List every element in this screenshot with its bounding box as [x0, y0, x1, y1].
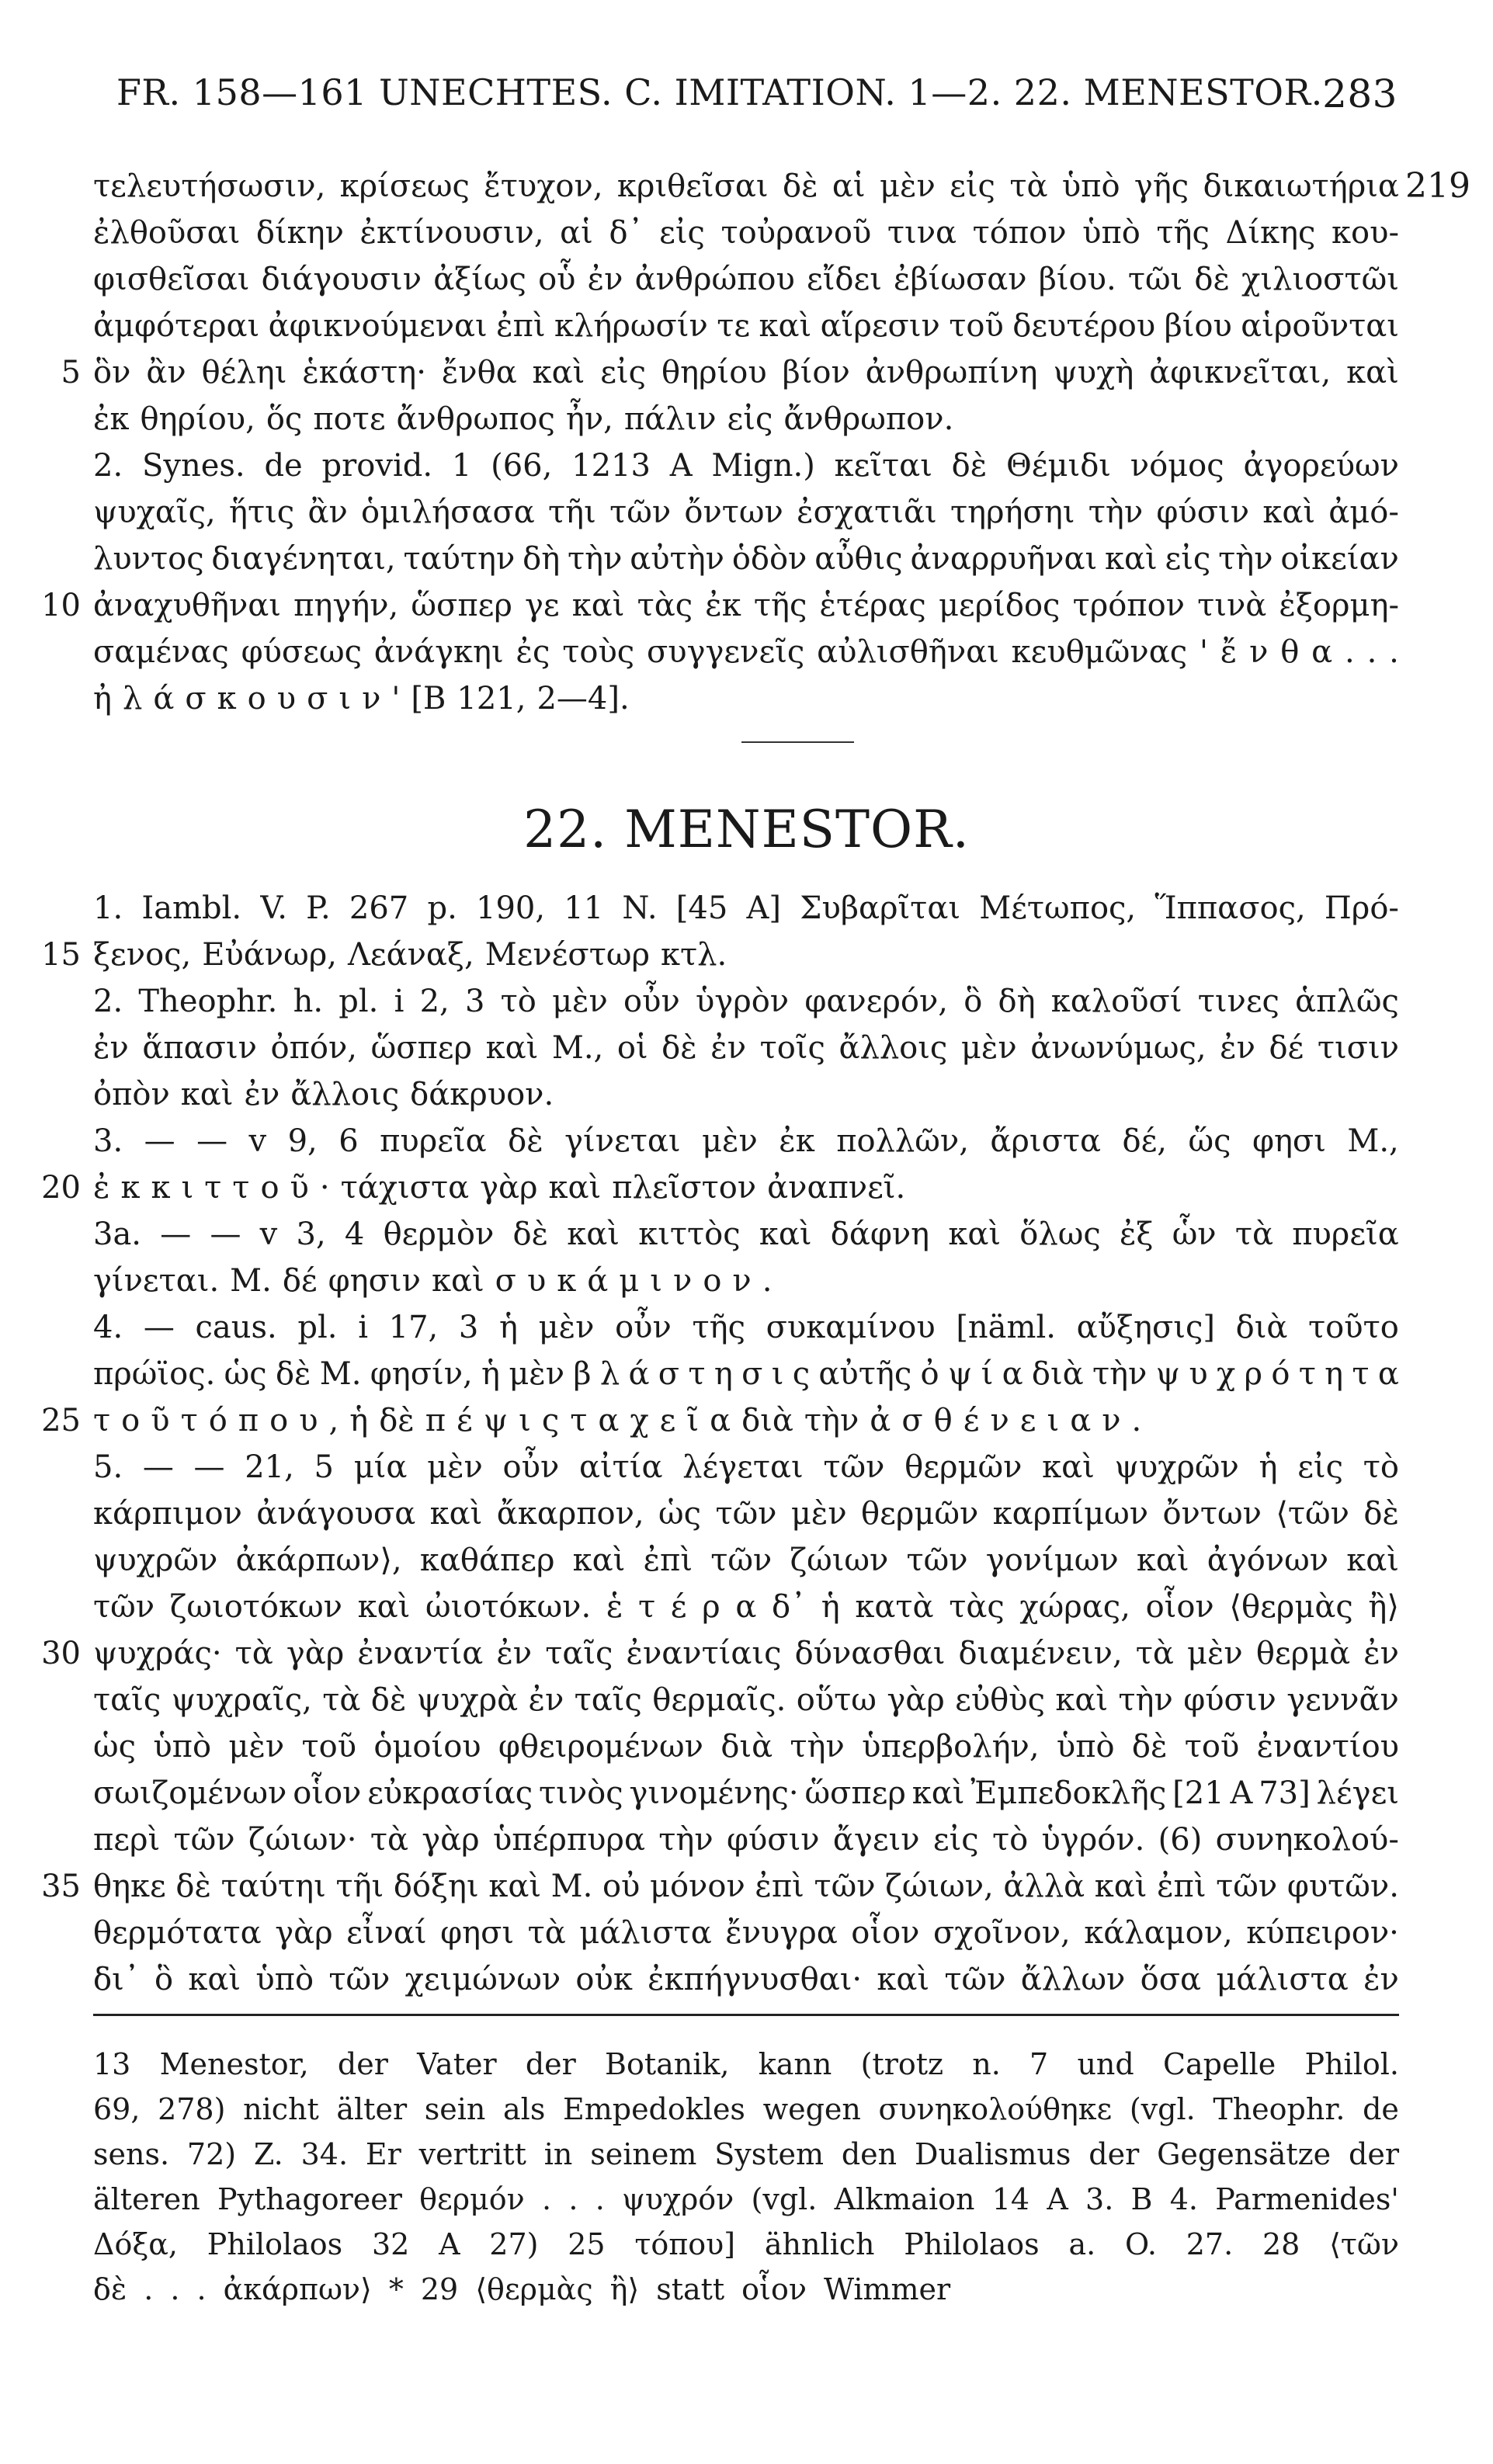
footnote-line: 69, 278) nicht älter sein als Empedokles wegen συνηκολούθηκε (vgl. Theophr. de [93, 2092, 1399, 2126]
text-line: σωιζομένων οἷον εὐκρασίας τινὸς γινομένης· ὥσπερ καὶ Ἐμπεδοκλῆς [21 A 73] λέγει [93, 1775, 1399, 1811]
section-separator [741, 741, 854, 743]
text-line: 3a. — — v 3, 4 θερμὸν δὲ καὶ κιττὸς καὶ δάφνη καὶ ὅλως ἐξ ὧν τὰ πυρεῖα [93, 1216, 1399, 1252]
text-line: τελευτήσωσιν, κρίσεως ἔτυχον, κριθεῖσαι δὲ αἱ μὲν εἰς τὰ ὑπὸ γῆς δικαιωτήρια [93, 168, 1399, 204]
text-line: ἐκ θηρίου, ὅς ποτε ἄνθρωπος ἦν, πάλιν εἰς ἄνθρωπον. [93, 401, 954, 437]
line-number: 30 [41, 1636, 81, 1671]
text-line: δι᾽ ὃ καὶ ὑπὸ τῶν χειμώνων οὐκ ἐκπήγνυσθαι· καὶ τῶν ἄλλων ὅσα μάλιστα ἐν [93, 1962, 1399, 1997]
text-line: 2. Synes. de provid. 1 (66, 1213 A Mign.) κεῖται δὲ Θέμιδι νόμος ἀγορεύων [93, 448, 1399, 484]
text-line: λυντος διαγένηται, ταύτην δὴ τὴν αὐτὴν ὁδὸν αὖθις ἀναρρυῆναι καὶ εἰς τὴν οἰκείαν [93, 541, 1399, 577]
line-number: 10 [41, 588, 81, 623]
page-number: 283 [1322, 71, 1398, 116]
line-number: 5 [61, 355, 81, 390]
text-line: τ ο ῦ τ ό π ο υ , ἡ δὲ π έ ψ ι ς τ α χ ε ῖ α διὰ τὴν ἀ σ θ έ ν ε ι α ν . [93, 1403, 1142, 1438]
footnote-line: älteren Pythagoreer θερμόν . . . ψυχρόν (vgl. Alkmaion 14 A 3. B 4. Parmenides' [93, 2182, 1399, 2216]
text-line: τῶν ζωιοτόκων καὶ ὠιοτόκων. ἑ τ έ ρ α δ᾽ ἡ κατὰ τὰς χώρας, οἷον ⟨θερμὰς ἢ⟩ [93, 1589, 1399, 1625]
text-line: ψυχρῶν ἀκάρπων⟩, καθάπερ καὶ ἐπὶ τῶν ζώιων τῶν γονίμων καὶ ἀγόνων καὶ [93, 1543, 1399, 1578]
text-line: ἀναχυθῆναι πηγήν, ὥσπερ γε καὶ τὰς ἐκ τῆς ἑτέρας μερίδος τρόπον τινὰ ἐξορμη- [93, 588, 1399, 623]
text-line: 5. — — 21, 5 μία μὲν οὖν αἰτία λέγεται τῶν θερμῶν καὶ ψυχρῶν ἡ εἰς τὸ [93, 1449, 1399, 1485]
line-number: 20 [41, 1170, 81, 1206]
text-line: ὃν ἂν θέληι ἑκάστη· ἔνθα καὶ εἰς θηρίου βίον ἀνθρωπίνη ψυχὴ ἀφικνεῖται, καὶ [93, 355, 1399, 390]
text-line: 4. — caus. pl. i 17, 3 ἡ μὲν οὖν τῆς συκαμίνου [näml. αὔξησις] διὰ τοῦτο [93, 1310, 1399, 1345]
text-line: ἀμφότεραι ἀφικνούμεναι ἐπὶ κλήρωσίν τε καὶ αἵρεσιν τοῦ δευτέρου βίου αἱροῦνται [93, 308, 1399, 344]
text-line: ἐ κ κ ι τ τ ο ῦ · τάχιστα γὰρ καὶ πλεῖστον ἀναπνεῖ. [93, 1170, 906, 1206]
text-line: 1. Iambl. V. P. 267 p. 190, 11 N. [45 A] Συβαρῖται Μέτωπος, Ἵππασος, Πρό- [93, 890, 1399, 926]
text-line: γίνεται. Μ. δέ φησιν καὶ σ υ κ ά μ ι ν ο ν . [93, 1263, 773, 1299]
text-line: ξενος, Εὐάνωρ, Λεάναξ, Μενέστωρ κτλ. [93, 937, 727, 973]
text-line: θερμότατα γὰρ εἶναί φησι τὰ μάλιστα ἔνυγρα οἷον σχοῖνον, κάλαμον, κύπειρον· [93, 1915, 1399, 1951]
section-title: 22. MENESTOR. [523, 800, 970, 859]
text-line: ἐλθοῦσαι δίκην ἐκτίνουσιν, αἱ δ᾽ εἰς τοὐρανοῦ τινα τόπον ὑπὸ τῆς Δίκης κου- [93, 215, 1399, 251]
footnote-line: 13 Menestor, der Vater der Botanik, kann (trotz n. 7 und Capelle Philol. [93, 2047, 1399, 2081]
line-number: 25 [41, 1403, 81, 1438]
footnote-line: sens. 72) Z. 34. Er vertritt in seinem System den Dualismus der Gegensätze der [93, 2137, 1399, 2171]
text-line: ὀπὸν καὶ ἐν ἄλλοις δάκρυον. [93, 1077, 554, 1112]
text-line: κάρπιμον ἀνάγουσα καὶ ἄκαρπον, ὡς τῶν μὲν θερμῶν καρπίμων ὄντων ⟨τῶν δὲ [93, 1496, 1399, 1532]
text-line: θηκε δὲ ταύτηι τῆι δόξηι καὶ Μ. οὐ μόνον ἐπὶ τῶν ζώιων, ἀλλὰ καὶ ἐπὶ τῶν φυτῶν. [93, 1869, 1399, 1904]
page-header [116, 71, 1398, 134]
text-line: ψυχράς· τὰ γὰρ ἐναντία ἐν ταῖς ἐναντίαις δύνασθαι διαμένειν, τὰ μὲν θερμὰ ἐν [93, 1636, 1399, 1671]
footnote-line: Δόξα, Philolaos 32 A 27) 25 τόπου] ähnlich Philolaos a. O. 27. 28 ⟨τῶν [93, 2227, 1399, 2261]
line-number: 15 [41, 937, 81, 973]
text-line: φισθεῖσαι διάγουσιν ἀξίως οὗ ἐν ἀνθρώπου εἴδει ἐβίωσαν βίου. τῶι δὲ χιλιοστῶι [93, 262, 1399, 297]
footnote-line: δὲ . . . ἀκάρπων⟩ * 29 ⟨θερμὰς ἢ⟩ statt οἷον Wimmer [93, 2272, 951, 2306]
footnote-rule [93, 2014, 1399, 2016]
text-line: 3. — — v 9, 6 πυρεῖα δὲ γίνεται μὲν ἐκ πολλῶν, ἄριστα δέ, ὥς φησι Μ., [93, 1123, 1399, 1159]
margin-number: 219 [1405, 166, 1470, 206]
text-line: ταῖς ψυχραῖς, τὰ δὲ ψυχρὰ ἐν ταῖς θερμαῖς. οὕτω γὰρ εὐθὺς καὶ τὴν φύσιν γεννᾶν [93, 1682, 1399, 1718]
text-line: σαμένας φύσεως ἀνάγκηι ἐς τοὺς συγγενεῖς αὐλισθῆναι κευθμῶνας ' ἔ ν θ α . . . [93, 634, 1399, 670]
text-line: πρώϊος. ὡς δὲ Μ. φησίν, ἡ μὲν β λ ά σ τ η σ ι ς αὐτῆς ὀ ψ ί α διὰ τὴν ψ υ χ ρ ό τ η τ α [93, 1356, 1399, 1392]
running-head: FR. 158—161 UNECHTES. C. IMITATION. 1—2. 22. MENESTOR. [116, 71, 1323, 113]
text-line: ἠ λ ά σ κ ο υ σ ι ν ' [B 121, 2—4]. [93, 681, 630, 717]
text-line: ἐν ἅπασιν ὀπόν, ὥσπερ καὶ Μ., οἱ δὲ ἐν τοῖς ἄλλοις μὲν ἀνωνύμως, ἐν δέ τισιν [93, 1030, 1399, 1066]
text-line: 2. Theophr. h. pl. i 2, 3 τὸ μὲν οὖν ὑγρὸν φανερόν, ὃ δὴ καλοῦσί τινες ἁπλῶς [93, 984, 1399, 1019]
text-line: περὶ τῶν ζώιων· τὰ γὰρ ὑπέρπυρα τὴν φύσιν ἄγειν εἰς τὸ ὑγρόν. (6) συνηκολού- [93, 1822, 1399, 1858]
text-line: ὡς ὑπὸ μὲν τοῦ ὁμοίου φθειρομένων διὰ τὴν ὑπερβολήν, ὑπὸ δὲ τοῦ ἐναντίου [93, 1729, 1399, 1765]
text-line: ψυχαῖς, ἥτις ἂν ὁμιλήσασα τῆι τῶν ὄντων ἐσχατιᾶι τηρήσηι τὴν φύσιν καὶ ἀμό- [93, 495, 1399, 530]
line-number: 35 [41, 1869, 81, 1904]
